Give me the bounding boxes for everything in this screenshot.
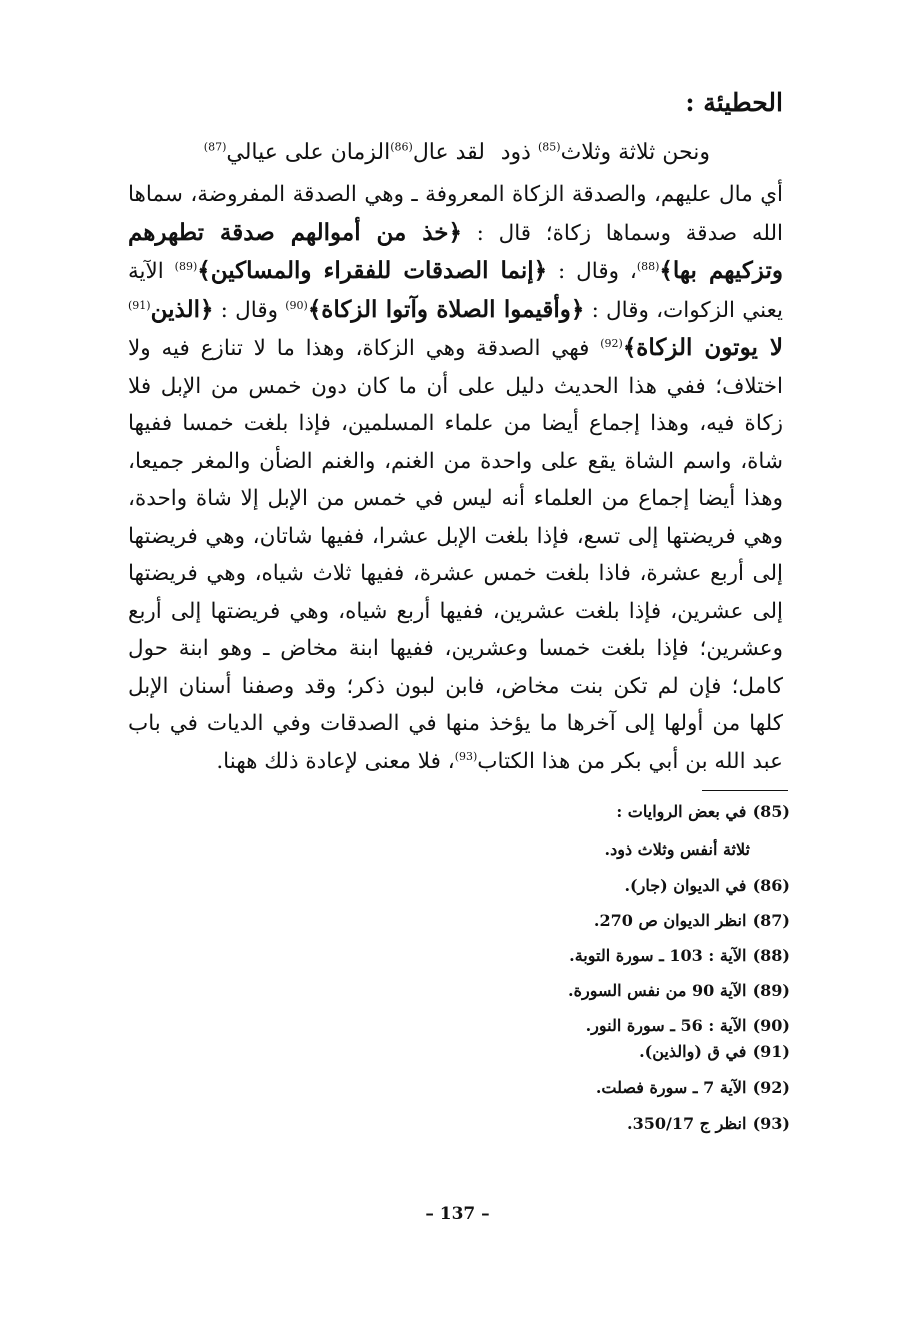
page-number: – 137 –	[425, 1204, 490, 1224]
footnote-ref: (86)	[390, 140, 413, 154]
verse-second-hemistich	[204, 140, 485, 165]
footnote-number: (85)	[752, 802, 790, 821]
footnote-87	[594, 911, 790, 930]
footnote-86	[624, 876, 790, 895]
footnote-separator	[702, 790, 788, 791]
quran-quote: ﴿إنما الصدقات للفقراء والمساكين﴾	[197, 257, 548, 284]
footnote-text: في ق (والذين).	[639, 1042, 747, 1061]
footnote-text: الآية : 103 ـ سورة التوبة.	[569, 946, 747, 965]
footnote-text: الآية : 56 ـ سورة النور.	[585, 1016, 747, 1035]
footnote-text: الآية 7 ـ سورة فصلت.	[595, 1078, 747, 1097]
footnote-text: في بعض الروايات :	[616, 802, 747, 821]
footnote-89	[568, 981, 790, 1000]
quran-quote: ﴿وأقيموا الصلاة وآتوا الزكاة﴾	[307, 295, 585, 323]
body-text: ، فلا معنى لإعادة ذلك ههنا.	[216, 748, 455, 774]
footnote-number: (91)	[752, 1042, 790, 1061]
quran-quote: لا يوتون الزكاة﴾	[622, 334, 783, 361]
body-text: فهي الصدقة وهي الزكاة، وهذا ما لا تنازع فيه ولا اختلاف؛ ففي هذا الحديث دليل على أن ما كان دون خمس من الإبل فلا زكاة فيه، وهذا إجماع أيضا من علماء المسلمين، فإذا بلغت خمسا ففيها شاة، واسم الشاة يقع على واحدة من الغنم، والغنم الضأن والمغر جميعا، وهذا أيضا إجماع من العلماء أنه ليس في خمس من الإبل إلا شاة واحدة، وهي فريضتها إلى تسع، فإذا بلغت الإبل عشرا، ففيها شاتان، وهي فريضتها إلى أربع عشرة، فاذا بلغت خمس عشرة، ففيها ثلاث شياه، وهي فريضتها إلى عشرين، فإذا بلغت عشرين، ففيها أربع شياه، وهي فريضتها إلى أربع وعشرين؛ فإذا بلغت خمسا وعشرين، ففيها ابنة مخاض ـ وهو ابنة حول كامل؛ فإن لم تكن بنت مخاض، فابن لبون ذكر؛ وقد وصفنا أسنان الإبل كلها من أولها إلى آخرها ما يؤخذ منها في الصدقات وفي الديات في باب عبد الله بن أبي بكر من هذا الكتاب	[128, 336, 783, 774]
verse-text: لقد عال	[412, 140, 485, 165]
footnote-number: (93)	[752, 1114, 790, 1133]
footnote-number: (89)	[752, 981, 790, 1000]
footnote-ref: (92)	[600, 336, 623, 350]
footnote-93	[627, 1114, 790, 1133]
footnote-ref: (85)	[537, 140, 561, 154]
footnote-ref: (88)	[636, 259, 660, 273]
footnote-text: انظر ج 350/17.	[627, 1114, 747, 1133]
verse-text: ونحن ثلاثة وثلاث	[560, 140, 710, 165]
footnote-85	[616, 802, 790, 821]
body-text: أي مال عليهم، والصدقة الزكاة المعروفة ـ وهي الصدقة المفروضة، سماها الله صدقة وسماها زكاة؛ قال :	[128, 182, 783, 246]
footnote-text: الآية 90 من نفس السورة.	[568, 981, 747, 1000]
footnote-number: (92)	[752, 1078, 790, 1097]
footnote-ref: (91)	[128, 298, 151, 312]
quran-quote: ﴿خذ من أموالهم صدقة تطهرهم وتزكيهم بها﴾	[128, 218, 783, 284]
footnote-ref: (93)	[454, 749, 478, 763]
footnote-text: في الديوان (جار).	[624, 876, 747, 895]
body-text: ، وقال :	[547, 259, 637, 284]
footnote-number: (88)	[752, 946, 790, 965]
body-text: الآية يعني الزكوات، وقال :	[128, 259, 783, 323]
footnote-91	[639, 1042, 790, 1061]
poet-heading: الحطيئة :	[685, 88, 783, 117]
main-paragraph	[128, 176, 783, 780]
footnote-number: (86)	[752, 876, 790, 895]
footnote-ref: (87)	[203, 140, 227, 154]
footnote-number: (87)	[752, 911, 790, 930]
footnote-90	[586, 1016, 790, 1035]
footnote-text: انظر الديوان ص 270.	[593, 911, 747, 930]
verse-text: ذود	[500, 140, 538, 165]
verse-first-hemistich	[501, 140, 710, 165]
verse-text: الزمان على عيالي	[226, 140, 391, 165]
footnote-number: (90)	[752, 1016, 790, 1035]
body-text: وقال :	[213, 297, 286, 323]
footnote-ref: (90)	[285, 298, 308, 312]
footnote-92	[596, 1078, 790, 1097]
quran-quote: ﴿الذين	[150, 295, 214, 323]
footnote-85-continuation: ثلاثة أنفس وثلاث ذود.	[604, 840, 750, 859]
footnote-ref: (89)	[174, 259, 198, 273]
footnote-88	[569, 946, 790, 965]
